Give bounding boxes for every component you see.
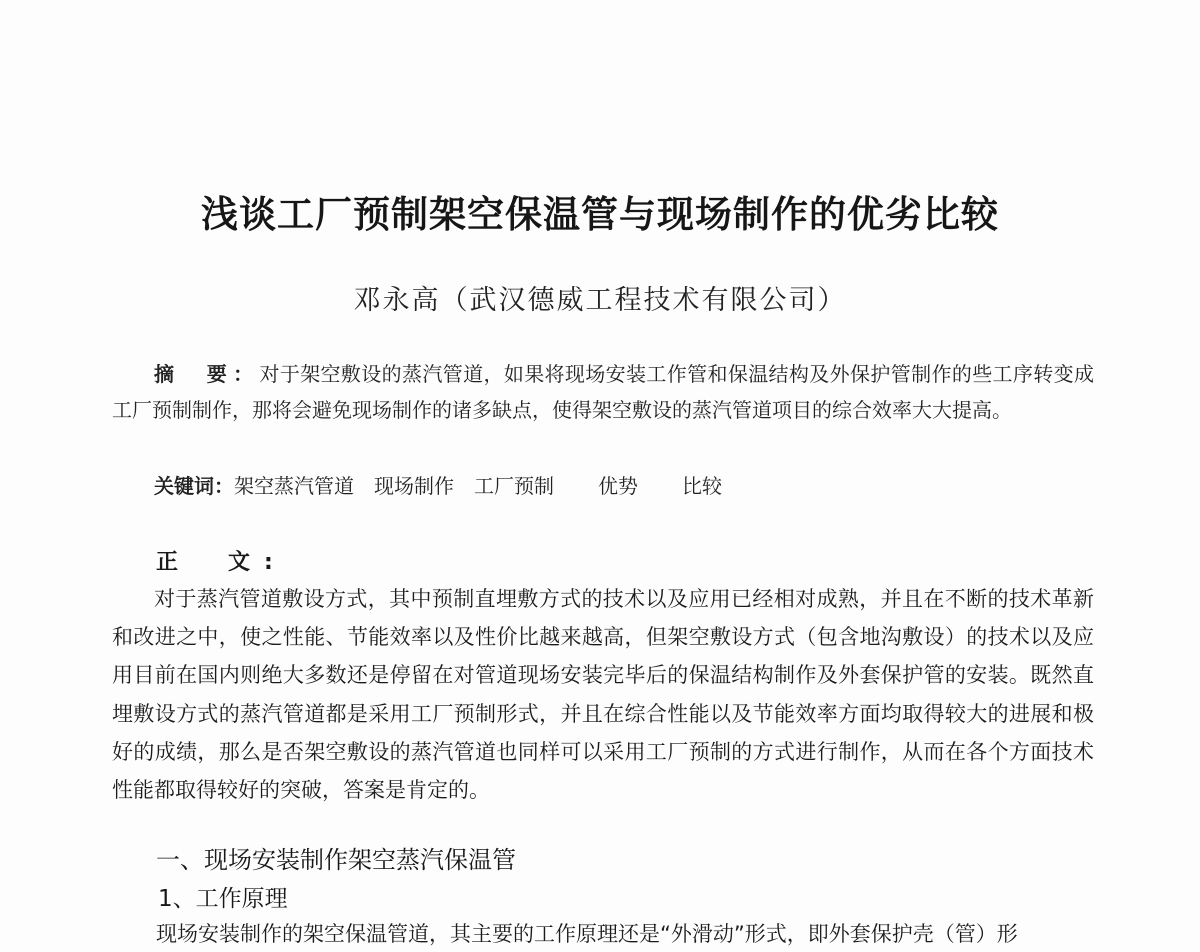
section-paragraph: 现场安装制作的架空保温管道，其主要的工作原理还是“外滑动”形式，即外套保护壳（管）形	[156, 922, 1018, 946]
keyword: 比较	[682, 474, 722, 498]
keywords-label: 关键词：	[154, 474, 234, 498]
keyword: 现场制作	[374, 474, 454, 498]
keyword: 架空蒸汽管道	[234, 474, 354, 498]
keyword: 工厂预制	[474, 474, 554, 498]
author-affiliation: 邓永高（武汉德威工程技术有限公司）	[353, 285, 847, 316]
paper-title: 浅谈工厂预制架空保温管与现场制作的优劣比较	[201, 192, 999, 236]
abstract-text: 对于架空敷设的蒸汽管道，如果将现场安装工作管和保温结构及外保护管制作的些工序转变成工厂预制制作，那将会避免现场制作的诸多缺点，使得架空敷设的蒸汽管道项目的综合效率大大提高。	[112, 362, 1095, 422]
abstract-label: 摘 要：	[154, 362, 260, 386]
body-heading: 正 文:	[156, 550, 287, 575]
section-heading: 一、现场安装制作架空蒸汽保温管	[156, 846, 516, 874]
body-paragraph: 对于蒸汽管道敷设方式，其中预制直埋敷方式的技术以及应用已经相对成熟，并且在不断的技术革新和改进之中，使之性能、节能效率以及性价比越来越高，但架空敷设方式（包含地沟敷设）的技术以及应用目前在国内则绝大多数还是停留在对管道现场安装完毕后的保温结构制作及外套保护管的安装。既然直埋敷设方式的蒸汽管道都是采用工厂预制形式，并且在综合性能以及节能效率方面均取得较大的进展和极好的成绩，那么是否架空敷设的蒸汽管道也同样可以采用工厂预制的方式进行制作，从而在各个方面技术性能都取得较好的突破，答案是肯定的。	[112, 587, 1094, 803]
keyword: 优势	[598, 474, 638, 498]
keywords	[154, 470, 742, 499]
abstract	[112, 356, 1094, 428]
subsection-heading: 1、工作原理	[158, 886, 288, 912]
